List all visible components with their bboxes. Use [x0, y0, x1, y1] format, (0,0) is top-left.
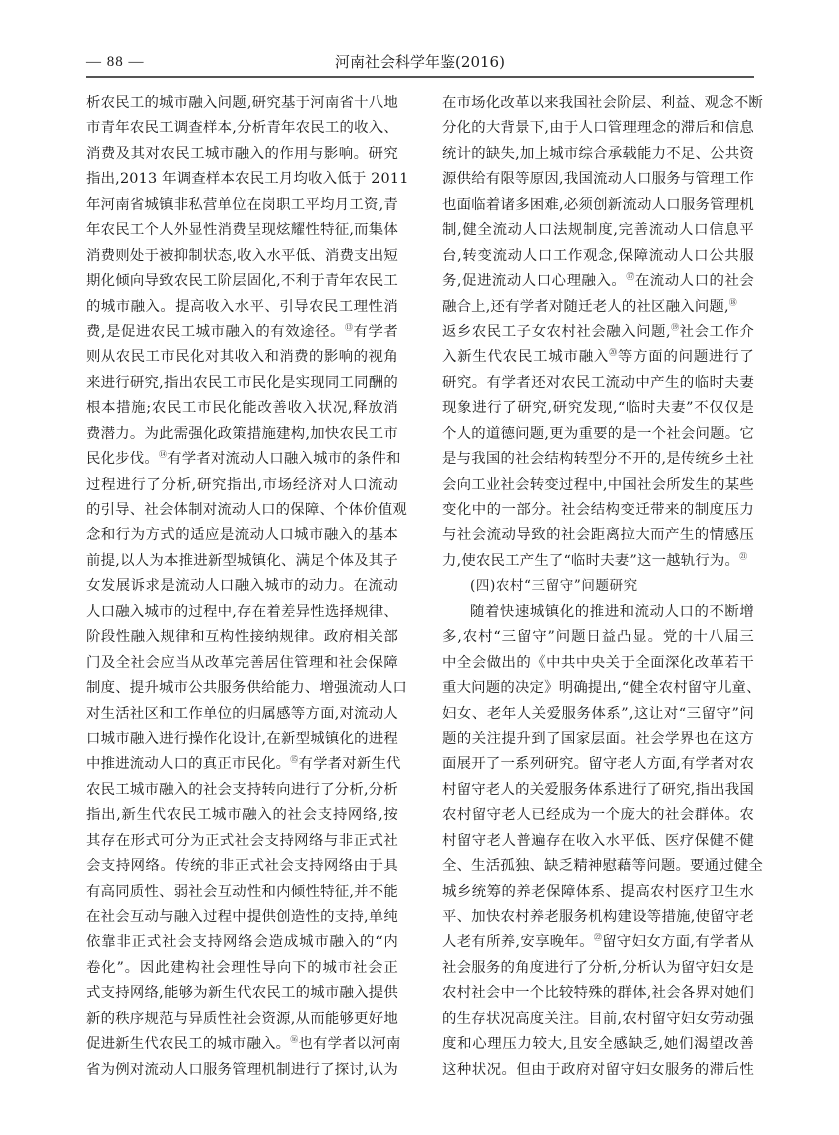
- line-text: 会支持网络。传统的非正式社会支持网络由于具: [86, 858, 398, 875]
- text-line: [86, 981, 398, 1006]
- line-text: 念和行为方式的适应是流动人口城市融入的基本: [86, 527, 398, 544]
- line-text-continued: 社会工作介: [679, 323, 754, 340]
- text-line: [86, 447, 401, 472]
- text-line: [442, 676, 761, 701]
- line-text: 全、生活孤独、缺乏精神慰藉等问题。要通过健全: [442, 858, 763, 875]
- text-line: [86, 600, 398, 625]
- line-text: 门及全社会应当从改革完善居住管理和社会保障: [86, 654, 398, 671]
- line-text: 城乡统筹的养老保障体系、提高农村医疗卫生水: [442, 883, 754, 900]
- text-line: [442, 295, 754, 320]
- text-line: [442, 625, 754, 650]
- footnote-marker: ⑯: [290, 1035, 299, 1045]
- text-line: [442, 930, 754, 955]
- text-line: [442, 549, 754, 574]
- line-text: 妇女、老年人关爱服务体系”,这让对“三留守”问: [442, 705, 754, 722]
- line-text: 变化中的一部分。社会结构变迁带来的制度压力: [442, 502, 754, 518]
- text-line: [86, 498, 407, 523]
- text-line: [86, 1007, 398, 1032]
- line-text: 入新生代农民工城市融入: [442, 349, 610, 366]
- line-text: 题的关注提升到了国家层面。社会学界也在这方: [442, 730, 754, 747]
- line-text: 对生活社区和工作单位的归属感等方面,对流动人: [86, 705, 398, 722]
- line-text: 民化步伐。: [86, 451, 159, 468]
- line-text: 前提,以人为本推进新型城镇化、满足个体及其子: [86, 552, 398, 569]
- line-text: 消费及其对农民工城市融入的作用与影响。研究: [86, 145, 398, 162]
- text-line: [442, 981, 754, 1006]
- line-text: 女发展诉求是流动人口融入城市的动力。在流动: [86, 578, 398, 595]
- line-text: 费,是促进农民工城市融入的有效途径。: [86, 323, 345, 340]
- text-line: [86, 1032, 401, 1057]
- line-text: 的城市融入。提高收入水平、引导农民工理性消: [86, 298, 398, 315]
- line-text: 阶段性融入规律和互构性接纳规律。政府相关部: [86, 629, 398, 646]
- text-line: [86, 854, 398, 879]
- text-line: [86, 752, 401, 777]
- text-line: [442, 142, 754, 167]
- text-line: [86, 956, 398, 981]
- line-text: 在社会互动与融入过程中提供创造性的支持,单纯: [86, 909, 398, 925]
- text-line: [442, 778, 754, 803]
- line-text: 平、加快农村养老服务机构建设等措施,使留守老: [442, 909, 754, 925]
- text-line: [86, 549, 398, 574]
- text-line: [442, 1007, 754, 1032]
- text-line: [442, 905, 754, 930]
- text-line: [86, 396, 398, 421]
- text-line: [442, 880, 754, 905]
- text-line: [442, 345, 754, 370]
- line-text: 其存在形式可分为正式社会支持网络与非正式社: [86, 832, 398, 849]
- text-line: [442, 752, 754, 777]
- text-line: [86, 702, 398, 727]
- text-line: [86, 574, 398, 599]
- text-line: [86, 778, 398, 803]
- line-text: 中全会做出的《中共中央关于全面深化改革若干: [442, 654, 754, 671]
- text-line: [86, 880, 398, 905]
- text-line: [86, 320, 398, 345]
- text-line: [442, 91, 763, 116]
- text-line: [442, 702, 754, 727]
- text-line: [442, 1032, 754, 1057]
- footnote-marker: ㉑: [739, 551, 748, 561]
- text-line: [442, 447, 754, 472]
- line-text: 促进新生代农民工的城市融入。: [86, 1036, 291, 1053]
- line-text: 农民工城市融入的社会支持转向进行了分析,分析: [86, 781, 398, 798]
- page-number: — 88 —: [86, 54, 145, 70]
- line-text: 也面临着诸多困难,必须创新流动人口服务管理机: [442, 196, 754, 213]
- text-line: [442, 193, 754, 218]
- line-text-continued: 有学者对流动人口融入城市的条件和: [167, 451, 401, 468]
- line-text: 新的秩序规范与异质性社会资源,从而能够更好地: [86, 1010, 398, 1027]
- footnote-marker: ⑲: [670, 322, 680, 332]
- left-text-column: [86, 91, 409, 1083]
- text-line: [86, 295, 398, 320]
- line-text-continued: 有学者: [353, 323, 398, 340]
- line-text: 返乡农民工子女农村社会融入问题,: [442, 323, 671, 340]
- footnote-marker: ⑰: [626, 272, 635, 282]
- line-text: 在市场化改革以来我国社会阶层、利益、观念不断: [442, 95, 763, 111]
- line-text: 人老有所养,安享晚年。: [442, 934, 594, 951]
- line-text-continued: 在流动人口的社会: [634, 273, 754, 290]
- text-line: [86, 269, 398, 294]
- line-text: 多,农村“三留守”问题日益凸显。党的十八届三: [442, 629, 754, 646]
- text-line: [86, 473, 398, 498]
- line-text: 消费则处于被抑制状态,收入水平低、消费支出短: [86, 247, 398, 264]
- text-line: [86, 651, 398, 676]
- text-line: [442, 803, 754, 828]
- text-line: [442, 218, 754, 243]
- running-header: [86, 52, 754, 76]
- line-text: 源供给有限等原因,我国流动人口服务与管理工作: [442, 171, 754, 188]
- right-text-column: [442, 91, 763, 1083]
- line-text: 这种状况。但由于政府对留守妇女服务的滞后性: [442, 1061, 754, 1078]
- line-text: 会向工业社会转变过程中,中国社会所发生的某些: [442, 476, 754, 493]
- line-text: 力,使农民工产生了“临时夫妻”这一越轨行为。: [442, 552, 740, 569]
- text-line: [86, 930, 398, 955]
- footnote-marker: ⑬: [344, 322, 354, 332]
- text-line: [442, 473, 754, 498]
- text-line: [86, 1058, 398, 1083]
- text-line: [86, 218, 398, 243]
- text-line: [442, 116, 754, 141]
- line-text: 度和心理压力较大,且安全感缺乏,她们渴望改善: [442, 1036, 754, 1053]
- line-text: 现象进行了研究,研究发现,“临时夫妻”不仅仅是: [442, 400, 754, 417]
- text-line: [86, 193, 398, 218]
- line-text: 是与我国的社会结构转型分不开的,是传统乡土社: [442, 451, 754, 468]
- text-line: [442, 498, 754, 523]
- line-text: 过程进行了分析,研究指出,市场经济对人口流动: [86, 476, 398, 493]
- line-text: 农村留守老人已经成为一个庞大的社会群体。农: [442, 807, 754, 824]
- text-line: [86, 422, 398, 447]
- line-text: 务,促进流动人口心理融入。: [442, 273, 627, 290]
- text-line: [442, 244, 754, 269]
- text-line: [442, 1058, 754, 1083]
- section-subheading: [442, 574, 754, 599]
- line-text: 农村社会中一个比较特殊的群体,社会各界对她们: [442, 985, 754, 1002]
- line-text: 重大问题的决定》明确提出,“健全农村留守儿童、: [442, 680, 761, 697]
- line-text: 根本措施;农民工市民化能改善收入状况,释放消: [86, 400, 398, 417]
- footnote-marker: ⑳: [609, 348, 618, 358]
- line-text: 制,健全流动人口法规制度,完善流动人口信息平: [442, 222, 754, 239]
- text-line: [86, 116, 398, 141]
- line-text: 卷化”。因此建构社会理性导向下的城市社会正: [86, 959, 398, 976]
- line-text: 年农民工个人外显性消费呈现炫耀性特征,而集体: [86, 222, 398, 239]
- text-line: [442, 727, 754, 752]
- line-text: 式支持网络,能够为新生代农民工的城市融入提供: [86, 985, 398, 1002]
- text-line: [442, 956, 754, 981]
- line-text: 统计的缺失,加上城市综合承载能力不足、公共资: [442, 145, 754, 162]
- text-line: [442, 320, 754, 345]
- line-text: 融合上,还有学者对随迁老人的社区融入问题,: [442, 298, 729, 315]
- text-line: [442, 167, 754, 192]
- line-text: 市青年农民工调查样本,分析青年农民工的收入、: [86, 120, 398, 137]
- line-text: 年河南省城镇非私营单位在岗职工平均月工资,青: [86, 196, 398, 213]
- line-text: 口城市融入进行操作化设计,在新型城镇化的进程: [86, 730, 398, 747]
- header-rule: [86, 76, 754, 78]
- line-text-continued: 也有学者以河南: [298, 1036, 401, 1053]
- text-line: [86, 676, 407, 701]
- text-line: [442, 829, 754, 854]
- line-text: 有高同质性、弱社会互动性和内倾性特征,并不能: [86, 883, 398, 900]
- line-text: 与社会流动导致的社会距离拉大而产生的情感压: [442, 527, 754, 544]
- text-line: [86, 142, 398, 167]
- text-line: [86, 803, 398, 828]
- text-line: [442, 651, 754, 676]
- text-line: [442, 600, 754, 625]
- text-line: [86, 244, 398, 269]
- line-text: 研究。有学者还对农民工流动中产生的临时夫妻: [442, 374, 754, 391]
- line-text: 随着快速城镇化的推进和流动人口的不断增: [470, 603, 754, 620]
- footnote-marker: ⑮: [290, 755, 299, 765]
- text-line: [442, 371, 754, 396]
- line-text: 期化倾向导致农民工阶层固化,不利于青年农民工: [86, 273, 398, 290]
- footnote-marker: ⑱: [728, 297, 737, 307]
- text-line: [86, 371, 398, 396]
- text-line: [86, 523, 398, 548]
- line-text: (四)农村“三留守”问题研究: [470, 578, 638, 595]
- line-text: 依靠非正式社会支持网络会造成城市融入的“内: [86, 934, 398, 951]
- text-line: [86, 345, 398, 370]
- line-text-continued: 有学者对新生代: [298, 756, 401, 773]
- text-line: [86, 905, 398, 930]
- line-text: 指出,2013 年调查样本农民工月均收入低于 2011: [86, 171, 409, 188]
- text-line: [86, 167, 409, 192]
- text-line: [442, 854, 763, 879]
- line-text: 个人的道德问题,更为重要的是一个社会问题。它: [442, 425, 754, 442]
- line-text: 村留守老人的关爱服务体系进行了研究,指出我国: [442, 781, 754, 798]
- text-line: [442, 422, 754, 447]
- line-text: 中推进流动人口的真正市民化。: [86, 756, 291, 773]
- line-text: 村留守老人普遍存在收入水平低、医疗保健不健: [442, 832, 754, 849]
- line-text: 费潜力。为此需强化政策措施建构,加快农民工市: [86, 425, 398, 442]
- line-text: 则从农民工市民化对其收入和消费的影响的视角: [86, 349, 398, 366]
- text-line: [86, 91, 398, 116]
- line-text: 面展开了一系列研究。留守老人方面,有学者对农: [442, 756, 754, 773]
- line-text: 的引导、社会体制对流动人口的保障、个体价值观: [86, 502, 407, 518]
- text-line: [442, 396, 754, 421]
- line-text: 制度、提升城市公共服务供给能力、增强流动人口: [86, 680, 407, 697]
- text-line: [86, 727, 398, 752]
- footnote-marker: ㉒: [593, 933, 603, 943]
- line-text: 社会服务的角度进行了分析,分析认为留守妇女是: [442, 959, 754, 976]
- line-text: 来进行研究,指出农民工市民化是实现同工同酬的: [86, 374, 398, 391]
- line-text-continued: 留守妇女方面,有学者从: [602, 934, 755, 951]
- line-text: 分化的大背景下,由于人口管理理念的滞后和信息: [442, 120, 754, 137]
- text-line: [86, 829, 398, 854]
- line-text: 的生存状况高度关注。目前,农村留守妇女劳动强: [442, 1010, 754, 1027]
- line-text-continued: 等方面的问题进行了: [617, 349, 755, 366]
- line-text: 指出,新生代农民工城市融入的社会支持网络,按: [86, 807, 398, 824]
- footnote-marker: ⑭: [158, 450, 168, 460]
- text-line: [442, 269, 754, 294]
- line-text: 台,转变流动人口工作观念,保障流动人口公共服: [442, 247, 754, 264]
- text-line: [86, 625, 398, 650]
- text-line: [442, 523, 754, 548]
- journal-title: 河南社会科学年鉴(2016): [335, 53, 505, 71]
- line-text: 省为例对流动人口服务管理机制进行了探讨,认为: [86, 1061, 398, 1078]
- line-text: 人口融入城市的过程中,存在着差异性选择规律、: [86, 603, 398, 620]
- line-text: 析农民工的城市融入问题,研究基于河南省十八地: [86, 95, 398, 111]
